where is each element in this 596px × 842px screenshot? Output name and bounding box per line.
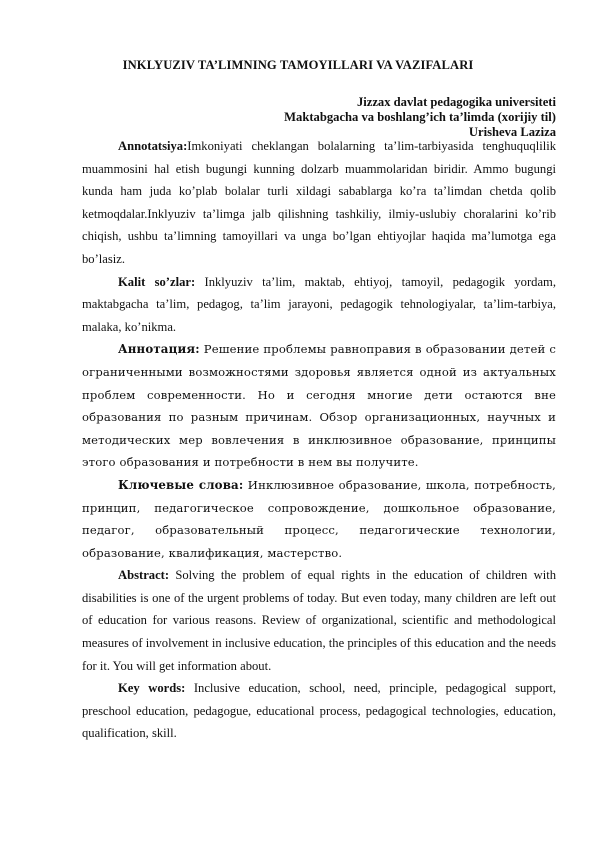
paper-body <box>82 135 556 745</box>
keywords-en <box>82 677 556 745</box>
annotation-ru-label: Аннотация: <box>118 342 200 357</box>
keywords-ru-text: Инклюзивное образование, школа, потребность, принцип, педагогическое сопровождение, дошкольное образование, педагог, образовательный процесс, педагогические технологии, образование, квалификация, мастерство. <box>82 477 556 560</box>
affiliation-department: Maktabgacha va boshlang’ich ta’limda (xorijiy til) <box>284 110 556 124</box>
annotation-ru <box>82 338 556 474</box>
author-name: Urisheva Laziza <box>468 125 556 139</box>
keywords-uz-text: Inklyuziv ta’lim, maktab, ehtiyoj, tamoyil, pedagogik yordam, maktabgacha ta’lim, pedagog, ta’lim jarayoni, pedagogik tehnologiyalar, ta’lim-tarbiya, malaka, ko’nikma. <box>82 274 556 334</box>
annotation-uz-text: Imkoniyati cheklangan bolalarning ta’lim-tarbiyasida tenghuquqlilik muammosini hal etish bugungi kunning dolzarb muammolaridan biridir. Ammo bugungi kunda ham juda ko’plab bolalar turli xildagi sabablarga ko’ra ta’limdan chetda qolib ketmoqdalar.Inklyuziv ta’limga jalb qilishning tashkiliy, ilmiy-uslubiy choralarini ko’rib chiqish, ushbu ta’limning tamoyillari va unga bo’lgan ehtiyojlar haqida ma’lumotga ega bo’lasiz. <box>82 139 556 266</box>
annotation-ru-text: Решение проблемы равноправия в образовании детей с ограниченными возможностями здоровья является одной из актуальных проблем современности. Но и сегодня многие дети остаются вне образования по разным причинам. Обзор организационных, научных и методических мер вовлечения в инклюзивное образование, принципы этого образования и потребности в нем вы получите. <box>82 342 556 470</box>
annotation-uz-label: Annotatsiya: <box>118 139 188 153</box>
annotation-uz <box>82 135 556 271</box>
keywords-ru <box>82 474 556 564</box>
abstract-en-text: Solving the problem of equal rights in the education of children with disabilities is one of the urgent problems of today. But even today, many children are left out of education for various reasons. Review of organizational, scientific and methodological measures of involvement in inclusive education, the principles of this education and the needs for it. You will get information about. <box>82 568 556 673</box>
keywords-en-label: Key words: <box>118 681 186 696</box>
affiliation-university: Jizzax davlat pedagogika universiteti <box>356 95 556 109</box>
paper-title: INKLYUZIV TA’LIMNING TAMOYILLARI VA VAZIFALARI <box>122 58 474 72</box>
keywords-en-text: Inclusive education, school, need, principle, pedagogical support, preschool education, pedagogue, educational process, pedagogical technologies, education, qualification, skill. <box>82 681 556 741</box>
keywords-ru-label: Ключевые слова: <box>118 477 244 492</box>
keywords-uz <box>82 271 556 339</box>
abstract-en-label: Abstract: <box>118 568 170 583</box>
abstract-en <box>82 564 556 677</box>
keywords-uz-label: Kalit so’zlar: <box>118 274 196 289</box>
